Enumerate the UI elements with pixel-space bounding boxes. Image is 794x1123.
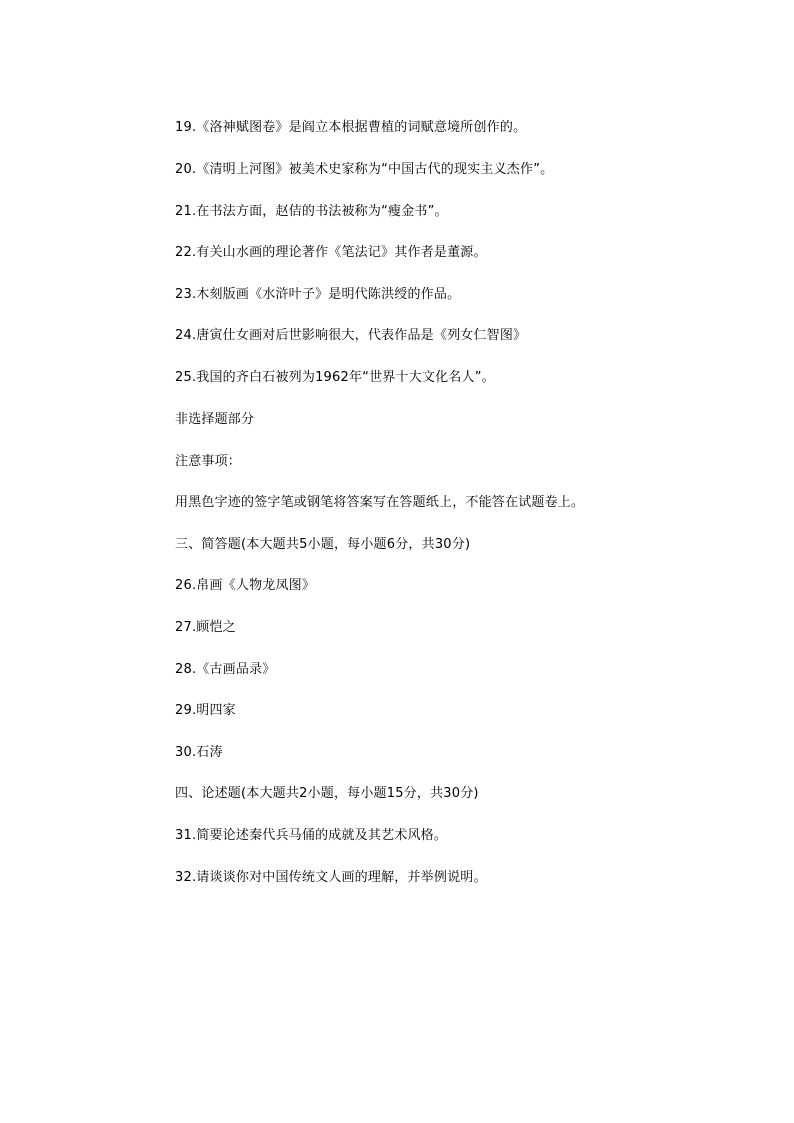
question-22: 22.有关山水画的理论著作《笔法记》其作者是董源。 [175, 245, 487, 260]
question-28: 28.《古画品录》 [175, 662, 276, 677]
question-24: 24.唐寅仕女画对后世影响很大，代表作品是《列女仁智图》 [175, 328, 527, 343]
question-26: 26.帛画《人物龙凤图》 [175, 578, 316, 593]
question-21: 21.在书法方面，赵佶的书法被称为“瘦金书”。 [175, 204, 448, 219]
notice-text: 用黑色字迹的签字笔或钢笔将答案写在答题纸上，不能答在试题卷上。 [175, 495, 585, 510]
question-29: 29.明四家 [175, 703, 236, 718]
question-32: 32.请谈谈你对中国传统文人画的理解，并举例说明。 [175, 870, 487, 885]
section-heading-non-choice: 非选择题部分 [175, 412, 255, 427]
question-19: 19.《洛神赋图卷》是阎立本根据曹植的词赋意境所创作的。 [175, 120, 527, 135]
question-23: 23.木刻版画《水浒叶子》是明代陈洪绶的作品。 [175, 287, 461, 302]
question-31: 31.简要论述秦代兵马俑的成就及其艺术风格。 [175, 828, 448, 843]
question-27: 27.顾恺之 [175, 620, 236, 635]
notice-heading: 注意事项： [175, 454, 242, 469]
section-heading-short-answer: 三、简答题(本大题共5小题，每小题6分，共30分) [175, 537, 471, 552]
question-20: 20.《清明上河图》被美术史家称为“中国古代的现实主义杰作”。 [175, 162, 554, 177]
question-30: 30.石涛 [175, 745, 223, 760]
section-heading-essay: 四、论述题(本大题共2小题，每小题15分，共30分) [175, 786, 479, 801]
question-25: 25.我国的齐白石被列为1962年“世界十大文化名人”。 [175, 370, 495, 385]
